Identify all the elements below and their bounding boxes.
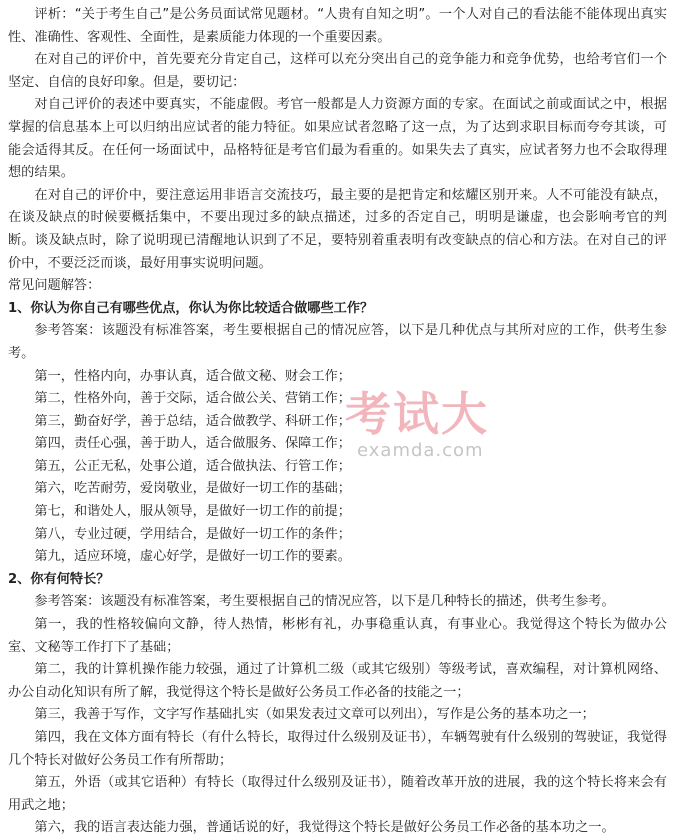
question-1-item: 第六，吃苦耐劳，爱岗敬业，是做好一切工作的基础；	[34, 481, 351, 497]
question-1-item: 第四，责任心强，善于助人，适合做服务、保障工作；	[34, 436, 351, 452]
question-1-item: 第五，公正无私，处事公道，适合做执法、行管工作；	[34, 458, 351, 474]
question-2-item: 第五，外语（或其它语种）有特长（取得过什么级别及证书），随着改革开放的进展，我的这个特长将来会有用武之地；	[8, 775, 667, 813]
question-2-item: 第四，我在文体方面有特长（有什么特长，取得过什么级别及证书），车辆驾驶有什么级别的驾驶证，我觉得几个特长对做好公务员工作有所帮助；	[8, 730, 667, 768]
question-1-item: 第九，适应环境，虚心好学，是做好一切工作的要素。	[34, 549, 351, 565]
question-1-intro: 参考答案：该题没有标准答案，考生要根据自己的情况应答，以下是几种优点与其所对应的工作，供考生参考。	[8, 323, 667, 361]
analysis-paragraph: 对自己评价的表述中要真实，不能虚假。考官一般都是人力资源方面的专家。在面试之前或面试之中，根据掌握的信息基本上可以归纳出应试者的能力特征。如果应试者忽略了这一点，为了达到求职目标而夸夸其谈，可能会适得其反。在任何一场面试中，品格特征是考官们最为看重的。如果失去了真实，应试者努力也不会取得理想的结果。	[8, 97, 667, 181]
faq-heading: 常见问题解答：	[8, 278, 101, 294]
question-1-item: 第二，性格外向，善于交际，适合做公关、营销工作；	[34, 391, 351, 407]
question-1-item: 第八，专业过硬，学用结合，是做好一切工作的条件；	[34, 526, 351, 542]
question-1-item: 第三，勤奋好学，善于总结，适合做教学、科研工作；	[34, 413, 351, 429]
watermark-url-text: examda.com	[357, 440, 484, 461]
question-2-intro: 参考答案：该题没有标准答案，考生要根据自己的情况应答，以下是几种特长的描述，供考生参考。	[34, 594, 615, 610]
watermark-logo-text: 考试大	[345, 387, 489, 441]
question-2-title: 2、你有何特长？	[8, 571, 110, 587]
question-2-item: 第三，我善于写作，文字写作基础扎实（如果发表过文章可以列出），写作是公务的基本功之一；	[34, 707, 595, 723]
question-2-item: 第一，我的性格较偏向文静，待人热情，彬彬有礼，办事稳重认真，有事业心。我觉得这个特长为做办公室、文秘等工作打下了基础；	[8, 617, 667, 655]
question-2-item: 第六，我的语言表达能力强，普通话说的好，我觉得这个特长是做好公务员工作必备的基本功之一。	[34, 820, 615, 836]
question-1-title: 1、你认为你自己有哪些优点，你认为你比较适合做哪些工作？	[8, 300, 374, 316]
question-1-item: 第七，和谐处人，服从领导，是做好一切工作的前提；	[34, 504, 351, 520]
analysis-paragraph: 在对自己的评价中，首先要充分肯定自己，这样可以充分突出自己的竞争能力和竞争优势，也给考官们一个坚定、自信的良好印象。但是，要切记：	[8, 52, 667, 90]
question-2-item: 第二，我的计算机操作能力较强，通过了计算机二级（或其它级别）等级考试，喜欢编程，对计算机网络、办公自动化知识有所了解，我觉得这个特长是做好公务员工作必备的技能之一；	[8, 662, 667, 700]
analysis-paragraph: 在对自己的评价中，要注意运用非语言交流技巧，最主要的是把肯定和炫耀区别开来。人不可能没有缺点，在谈及缺点的时候要概括集中，不要出现过多的缺点描述，过多的否定自己，明明是谦虚，也会影响考官的判断。谈及缺点时，除了说明现已清醒地认识到了不足，要特别着重表明有改变缺点的信心和方法。在对自己的评价中，不要泛泛而谈，最好用事实说明问题。	[8, 187, 667, 271]
question-1-item: 第一，性格内向，办事认真，适合做文秘、财会工作；	[34, 368, 351, 384]
analysis-paragraph: 评析：“关于考生自己”是公务员面试常见题材。“人贵有自知之明”。一个人对自己的看法能不能体现出真实性、准确性、客观性、全面性，是素质能力体现的一个重要因素。	[8, 7, 667, 45]
